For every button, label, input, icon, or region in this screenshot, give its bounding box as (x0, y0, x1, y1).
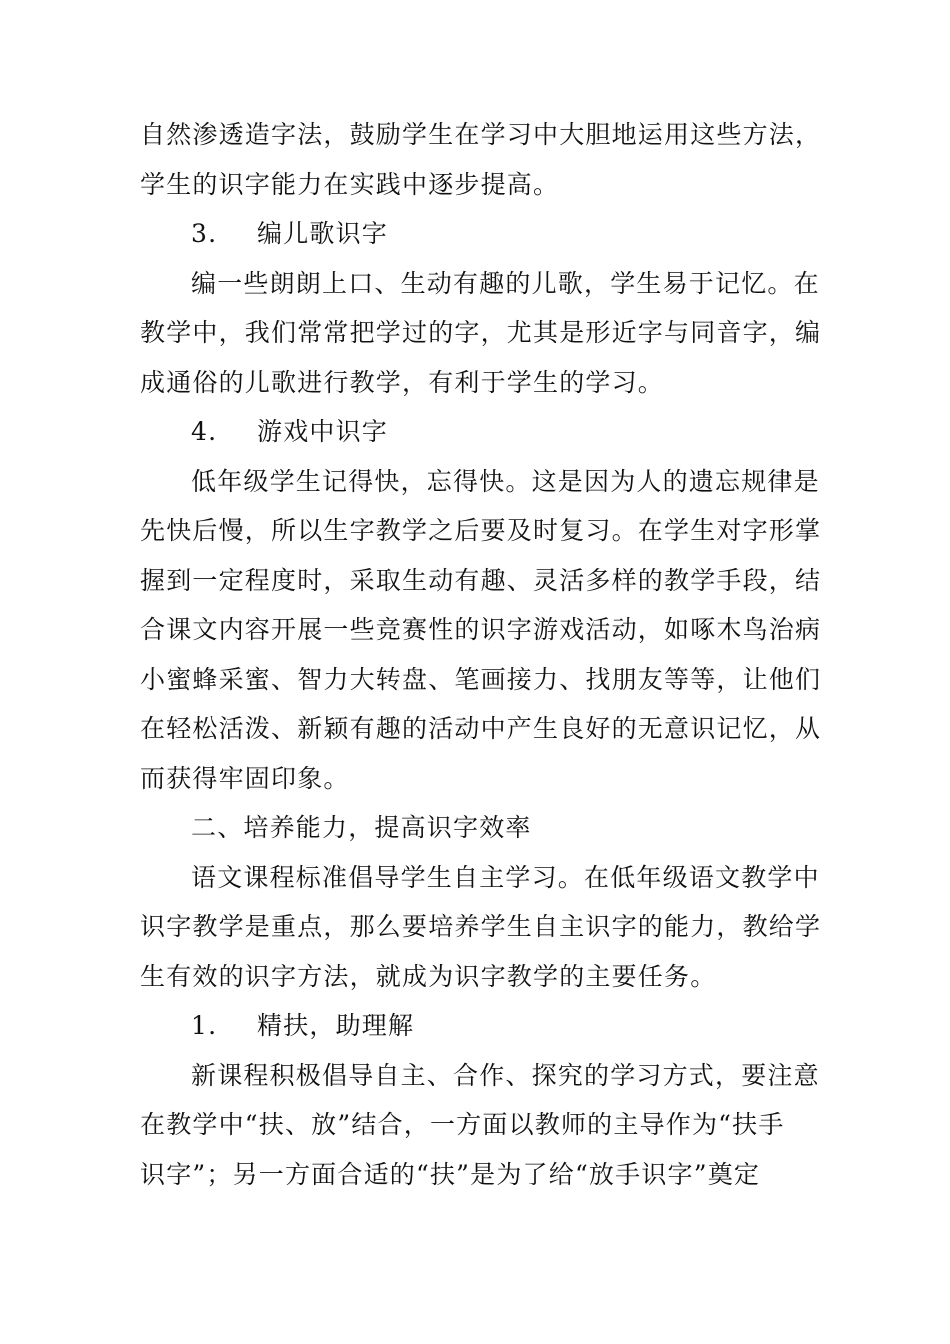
section-title: 编儿歌识字 (257, 219, 389, 248)
paragraph-line: 低年级学生记得快，忘得快。这是因为人的遗忘规律是 (191, 466, 820, 496)
paragraph-line: 新课程积极倡导自主、合作、探究的学习方式，要注意 (191, 1060, 820, 1090)
section-heading (140, 1001, 820, 1051)
paragraph-line: 识字”；另一方面合适的“扶”是为了给“放手识字”奠定 (140, 1159, 761, 1189)
paragraph-line: 小蜜蜂采蜜、智力大转盘、笔画接力、找朋友等等，让他们 (140, 664, 822, 694)
paragraph-line: 合课文内容开展一些竞赛性的识字游戏活动，如啄木鸟治病 (140, 615, 822, 644)
paragraph-line: 生有效的识字方法，就成为识字教学的主要任务。 (140, 961, 717, 991)
document-page (140, 110, 820, 1199)
paragraph-line: 握到一定程度时，采取生动有趣、灵活多样的教学手段，结 (140, 565, 822, 595)
paragraph-line: 先快后慢，所以生字教学之后要及时复习。在学生对字形掌 (140, 516, 822, 545)
section-number: 3. (191, 219, 218, 248)
section-title: 游戏中识字 (257, 417, 389, 446)
paragraph-line: 教学中，我们常常把学过的字，尤其是形近字与同音字，编 (140, 318, 822, 347)
paragraph-line: 自然渗透造字法，鼓励学生在学习中大胆地运用这些方法， (140, 120, 822, 149)
section-title: 精扶，助理解 (257, 1011, 415, 1040)
part-heading: 二、培养能力，提高识字效率 (191, 813, 532, 842)
section-heading (140, 407, 820, 457)
paragraph-line: 学生的识字能力在实践中逐步提高。 (140, 169, 560, 199)
paragraph-line: 成通俗的儿歌进行教学，有利于学生的学习。 (140, 367, 665, 397)
paragraph-line: 在轻松活泼、新颖有趣的活动中产生良好的无意识记忆，从 (140, 714, 822, 743)
section-number: 1. (191, 1011, 218, 1040)
section-heading (140, 209, 820, 259)
paragraph-line: 而获得牢固印象。 (140, 763, 350, 793)
paragraph-line: 识字教学是重点，那么要培养学生自主识字的能力，教给学 (140, 912, 822, 941)
section-number: 4. (191, 417, 218, 446)
paragraph-line: 编一些朗朗上口、生动有趣的儿歌，学生易于记忆。在 (191, 268, 820, 298)
paragraph-line: 在教学中“扶、放”结合，一方面以教师的主导作为“扶手 (140, 1110, 785, 1139)
paragraph-line: 语文课程标准倡导学生自主学习。在低年级语文教学中 (191, 862, 820, 892)
